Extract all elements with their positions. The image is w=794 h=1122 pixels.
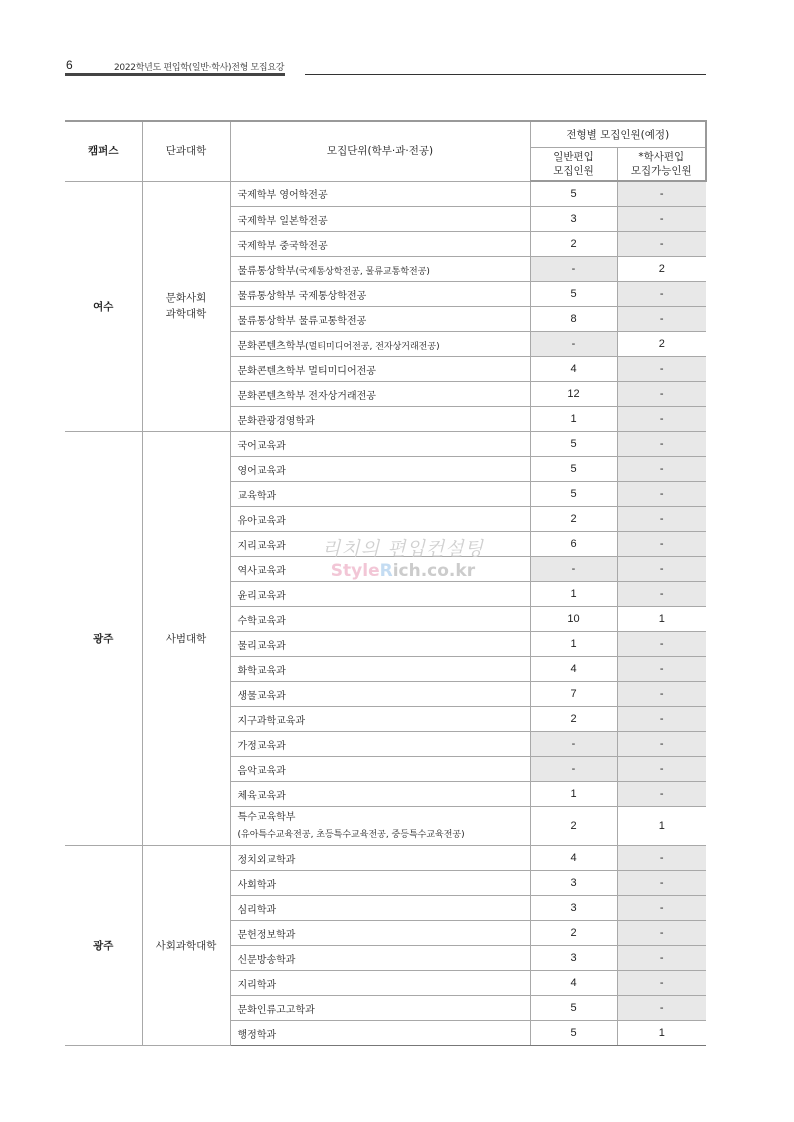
header-college: 단과대학 xyxy=(142,121,230,181)
bachelor-quota-cell: - xyxy=(617,457,706,482)
header-quota-group: 전형별 모집인원(예정) xyxy=(530,121,706,148)
bachelor-quota-cell: - xyxy=(617,996,706,1021)
bachelor-quota-cell: - xyxy=(617,871,706,896)
bachelor-quota-cell: - xyxy=(617,232,706,257)
watermark-line1: 리치의 편입컨설팅 xyxy=(322,538,484,560)
unit-cell xyxy=(230,532,530,557)
general-quota-cell: - xyxy=(530,732,617,757)
general-quota-cell: - xyxy=(530,257,617,282)
bachelor-quota-cell: - xyxy=(617,307,706,332)
header-rule-thin xyxy=(305,74,706,75)
unit-cell xyxy=(230,657,530,682)
unit-cell xyxy=(230,732,530,757)
general-quota-cell: 5 xyxy=(530,996,617,1021)
bachelor-quota-cell: - xyxy=(617,682,706,707)
unit-name: 정치외교학과 xyxy=(237,854,296,866)
bachelor-quota-cell: - xyxy=(617,482,706,507)
unit-cell xyxy=(230,921,530,946)
unit-cell xyxy=(230,996,530,1021)
general-quota-cell: 5 xyxy=(530,181,617,207)
unit-cell xyxy=(230,282,530,307)
unit-name: 물류통상학부 xyxy=(237,265,296,277)
general-quota-cell: - xyxy=(530,332,617,357)
table-row xyxy=(65,846,706,871)
unit-cell xyxy=(230,457,530,482)
bachelor-quota-cell: - xyxy=(617,282,706,307)
unit-name: 문화콘텐츠학부 xyxy=(237,340,306,352)
unit-cell xyxy=(230,507,530,532)
bachelor-quota-cell: - xyxy=(617,582,706,607)
header-rule-thick xyxy=(65,73,285,76)
general-quota-cell: - xyxy=(530,757,617,782)
bachelor-quota-cell: - xyxy=(617,782,706,807)
general-quota-cell: 10 xyxy=(530,607,617,632)
unit-sub: (멀티미디어전공, 전자상거래전공) xyxy=(305,341,440,352)
unit-cell xyxy=(230,432,530,457)
unit-name: 문화콘텐츠학부 멀티미디어전공 xyxy=(237,365,376,377)
watermark-part: R xyxy=(379,561,393,581)
unit-cell xyxy=(230,632,530,657)
table-body xyxy=(65,181,706,1046)
unit-name: 국어교육과 xyxy=(237,440,286,452)
general-quota-cell: 2 xyxy=(530,232,617,257)
unit-name: 사회학과 xyxy=(237,879,277,891)
header-general: 일반편입 모집인원 xyxy=(530,148,617,182)
bachelor-quota-cell: - xyxy=(617,946,706,971)
unit-name: 영어교육과 xyxy=(237,465,286,477)
unit-cell xyxy=(230,757,530,782)
unit-name: 생물교육과 xyxy=(237,690,286,702)
general-quota-cell: 4 xyxy=(530,357,617,382)
unit-cell xyxy=(230,332,530,357)
unit-cell xyxy=(230,482,530,507)
general-quota-cell: 1 xyxy=(530,632,617,657)
bachelor-quota-cell: - xyxy=(617,407,706,432)
unit-name: 문화콘텐츠학부 전자상거래전공 xyxy=(237,390,376,402)
bachelor-quota-cell: - xyxy=(617,971,706,996)
general-quota-cell: 3 xyxy=(530,896,617,921)
bachelor-quota-cell: 2 xyxy=(617,257,706,282)
unit-name: 지구과학교육과 xyxy=(237,715,306,727)
college-cell: 문화사회 과학대학 xyxy=(142,181,230,432)
header-bachelor: *학사편입 모집가능인원 xyxy=(617,148,706,182)
unit-name: 지리학과 xyxy=(237,979,277,991)
bachelor-quota-cell: - xyxy=(617,532,706,557)
unit-cell xyxy=(230,181,530,207)
general-quota-cell: 6 xyxy=(530,532,617,557)
campus-cell: 광주 xyxy=(65,846,142,1046)
bachelor-quota-cell: 1 xyxy=(617,607,706,632)
unit-cell xyxy=(230,232,530,257)
unit-name: 화학교육과 xyxy=(237,665,286,677)
unit-cell xyxy=(230,807,530,846)
unit-name: 지리교육과 xyxy=(237,540,286,552)
unit-name: 물류통상학부 물류교통학전공 xyxy=(237,315,367,327)
general-quota-cell: 1 xyxy=(530,582,617,607)
bachelor-quota-cell: - xyxy=(617,757,706,782)
general-quota-cell: 8 xyxy=(530,307,617,332)
unit-cell xyxy=(230,846,530,871)
unit-sub: (유아특수교육전공, 초등특수교육전공, 중등특수교육전공) xyxy=(237,829,465,840)
general-quota-cell: 4 xyxy=(530,657,617,682)
unit-name: 문화관광경영학과 xyxy=(237,415,315,427)
college-cell: 사범대학 xyxy=(142,432,230,846)
unit-name: 역사교육과 xyxy=(237,565,286,577)
unit-cell xyxy=(230,946,530,971)
bachelor-quota-cell: - xyxy=(617,921,706,946)
bachelor-quota-cell: - xyxy=(617,632,706,657)
general-quota-cell: 12 xyxy=(530,382,617,407)
general-quota-cell: 7 xyxy=(530,682,617,707)
table-row xyxy=(65,432,706,457)
bachelor-quota-cell: 1 xyxy=(617,1021,706,1046)
unit-name: 유아교육과 xyxy=(237,515,286,527)
unit-cell xyxy=(230,707,530,732)
running-header-title: 2022학년도 편입학(일반·학사)전형 모집요강 xyxy=(114,63,285,73)
general-quota-cell: 4 xyxy=(530,846,617,871)
general-quota-cell: 1 xyxy=(530,782,617,807)
unit-name: 윤리교육과 xyxy=(237,590,286,602)
unit-cell xyxy=(230,382,530,407)
general-quota-cell: 5 xyxy=(530,1021,617,1046)
unit-cell xyxy=(230,1021,530,1046)
unit-cell xyxy=(230,971,530,996)
unit-cell xyxy=(230,307,530,332)
unit-name: 문헌정보학과 xyxy=(237,929,296,941)
bachelor-quota-cell: - xyxy=(617,557,706,582)
general-quota-cell: 2 xyxy=(530,807,617,846)
unit-name: 특수교육학부 xyxy=(237,811,296,823)
unit-cell xyxy=(230,207,530,232)
unit-cell xyxy=(230,407,530,432)
unit-cell xyxy=(230,257,530,282)
campus-cell: 광주 xyxy=(65,432,142,846)
bachelor-quota-cell: - xyxy=(617,896,706,921)
unit-cell xyxy=(230,607,530,632)
unit-name: 물리교육과 xyxy=(237,640,286,652)
unit-name: 음악교육과 xyxy=(237,765,286,777)
general-quota-cell: 3 xyxy=(530,871,617,896)
unit-name: 심리학과 xyxy=(237,904,277,916)
bachelor-quota-cell: - xyxy=(617,181,706,207)
page-number: 6 xyxy=(66,58,73,72)
table-row xyxy=(65,181,706,207)
general-quota-cell: 2 xyxy=(530,507,617,532)
general-quota-cell: 5 xyxy=(530,432,617,457)
unit-cell xyxy=(230,357,530,382)
general-quota-cell: 5 xyxy=(530,482,617,507)
bachelor-quota-cell: - xyxy=(617,207,706,232)
general-quota-cell: 2 xyxy=(530,707,617,732)
bachelor-quota-cell: - xyxy=(617,432,706,457)
admission-quota-table xyxy=(65,120,707,1046)
general-quota-cell: 5 xyxy=(530,282,617,307)
unit-cell xyxy=(230,896,530,921)
header-unit: 모집단위(학부·과·전공) xyxy=(230,121,530,181)
bachelor-quota-cell: - xyxy=(617,707,706,732)
unit-name: 가정교육과 xyxy=(237,740,286,752)
unit-name: 교육학과 xyxy=(237,490,277,502)
bachelor-quota-cell: 2 xyxy=(617,332,706,357)
unit-cell xyxy=(230,557,530,582)
general-quota-cell: 4 xyxy=(530,971,617,996)
unit-cell xyxy=(230,682,530,707)
unit-name: 신문방송학과 xyxy=(237,954,296,966)
unit-name: 문화인류고고학과 xyxy=(237,1004,315,1016)
unit-name: 체육교육과 xyxy=(237,790,286,802)
general-quota-cell: 3 xyxy=(530,207,617,232)
watermark-part: ich.co.kr xyxy=(392,561,476,581)
unit-sub: (국제통상학전공, 물류교통학전공) xyxy=(295,266,430,277)
unit-name: 국제학부 중국학전공 xyxy=(237,240,328,252)
unit-cell xyxy=(230,871,530,896)
general-quota-cell: 5 xyxy=(530,457,617,482)
college-cell: 사회과학대학 xyxy=(142,846,230,1046)
bachelor-quota-cell: - xyxy=(617,382,706,407)
bachelor-quota-cell: - xyxy=(617,357,706,382)
bachelor-quota-cell: - xyxy=(617,657,706,682)
unit-cell xyxy=(230,582,530,607)
unit-name: 국제학부 영어학전공 xyxy=(237,190,328,202)
unit-name: 국제학부 일본학전공 xyxy=(237,215,328,227)
unit-cell xyxy=(230,782,530,807)
general-quota-cell: 2 xyxy=(530,921,617,946)
bachelor-quota-cell: - xyxy=(617,846,706,871)
unit-name: 수학교육과 xyxy=(237,615,286,627)
bachelor-quota-cell: - xyxy=(617,507,706,532)
general-quota-cell: 1 xyxy=(530,407,617,432)
header-campus: 캠퍼스 xyxy=(65,121,142,181)
unit-name: 행정학과 xyxy=(237,1029,277,1041)
bachelor-quota-cell: - xyxy=(617,732,706,757)
bachelor-quota-cell: 1 xyxy=(617,807,706,846)
general-quota-cell: - xyxy=(530,557,617,582)
campus-cell: 여수 xyxy=(65,181,142,432)
unit-name: 물류통상학부 국제통상학전공 xyxy=(237,290,367,302)
watermark-part: Style xyxy=(330,561,380,581)
general-quota-cell: 3 xyxy=(530,946,617,971)
